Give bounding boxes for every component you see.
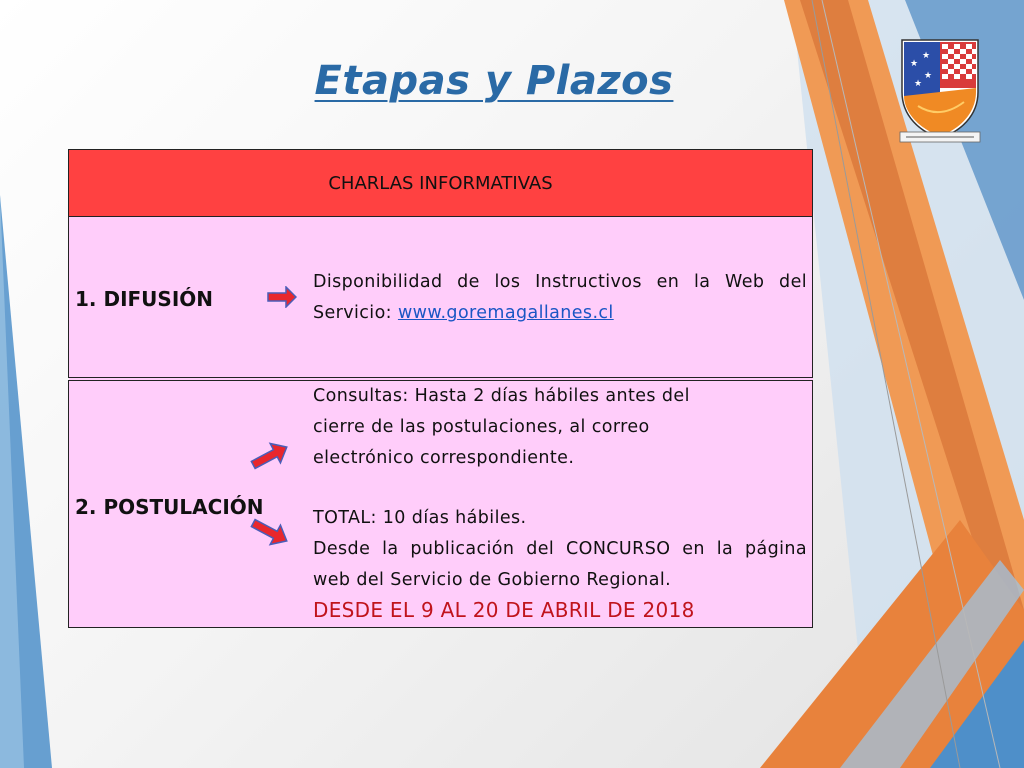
stage-label-difusion: 1. DIFUSIÓN xyxy=(75,287,214,311)
svg-text:★: ★ xyxy=(910,59,919,69)
difusion-description xyxy=(313,267,807,329)
table-header: CHARLAS INFORMATIVAS xyxy=(69,150,813,217)
table-row-postulacion xyxy=(69,379,813,628)
regional-crest-logo xyxy=(894,36,986,148)
consultas-line-1: Consultas: Hasta 2 días hábiles antes del xyxy=(313,386,690,406)
desde-publicacion-text: Desde la publicación del CONCURSO en la página web del Servicio de Gobierno Regional. xyxy=(313,539,807,590)
svg-text:★: ★ xyxy=(922,51,931,61)
slide-title: Etapas y Plazos xyxy=(314,58,674,104)
right-arrow-icon xyxy=(267,286,297,308)
svg-text:★: ★ xyxy=(924,71,933,81)
consultas-line-3: electrónico correspondiente. xyxy=(313,448,575,468)
total-description xyxy=(313,503,807,624)
dates-range: DESDE EL 9 AL 20 DE ABRIL DE 2018 xyxy=(313,598,695,622)
table-row-difusion xyxy=(69,217,813,380)
up-right-arrow-icon xyxy=(249,441,291,471)
down-right-arrow-icon xyxy=(249,517,291,547)
stage-label-postulacion: 2. POSTULACIÓN xyxy=(75,495,264,519)
consultas-description xyxy=(313,381,807,474)
svg-text:★: ★ xyxy=(914,79,923,89)
goremagallanes-link[interactable]: www.goremagallanes.cl xyxy=(397,303,614,323)
total-line: TOTAL: 10 días hábiles. xyxy=(313,508,527,528)
difusion-text: Disponibilidad de los Instructivos en la Web del Servicio: xyxy=(313,272,807,323)
consultas-line-2: cierre de las postulaciones, al correo xyxy=(313,417,650,437)
stages-table xyxy=(68,149,813,628)
